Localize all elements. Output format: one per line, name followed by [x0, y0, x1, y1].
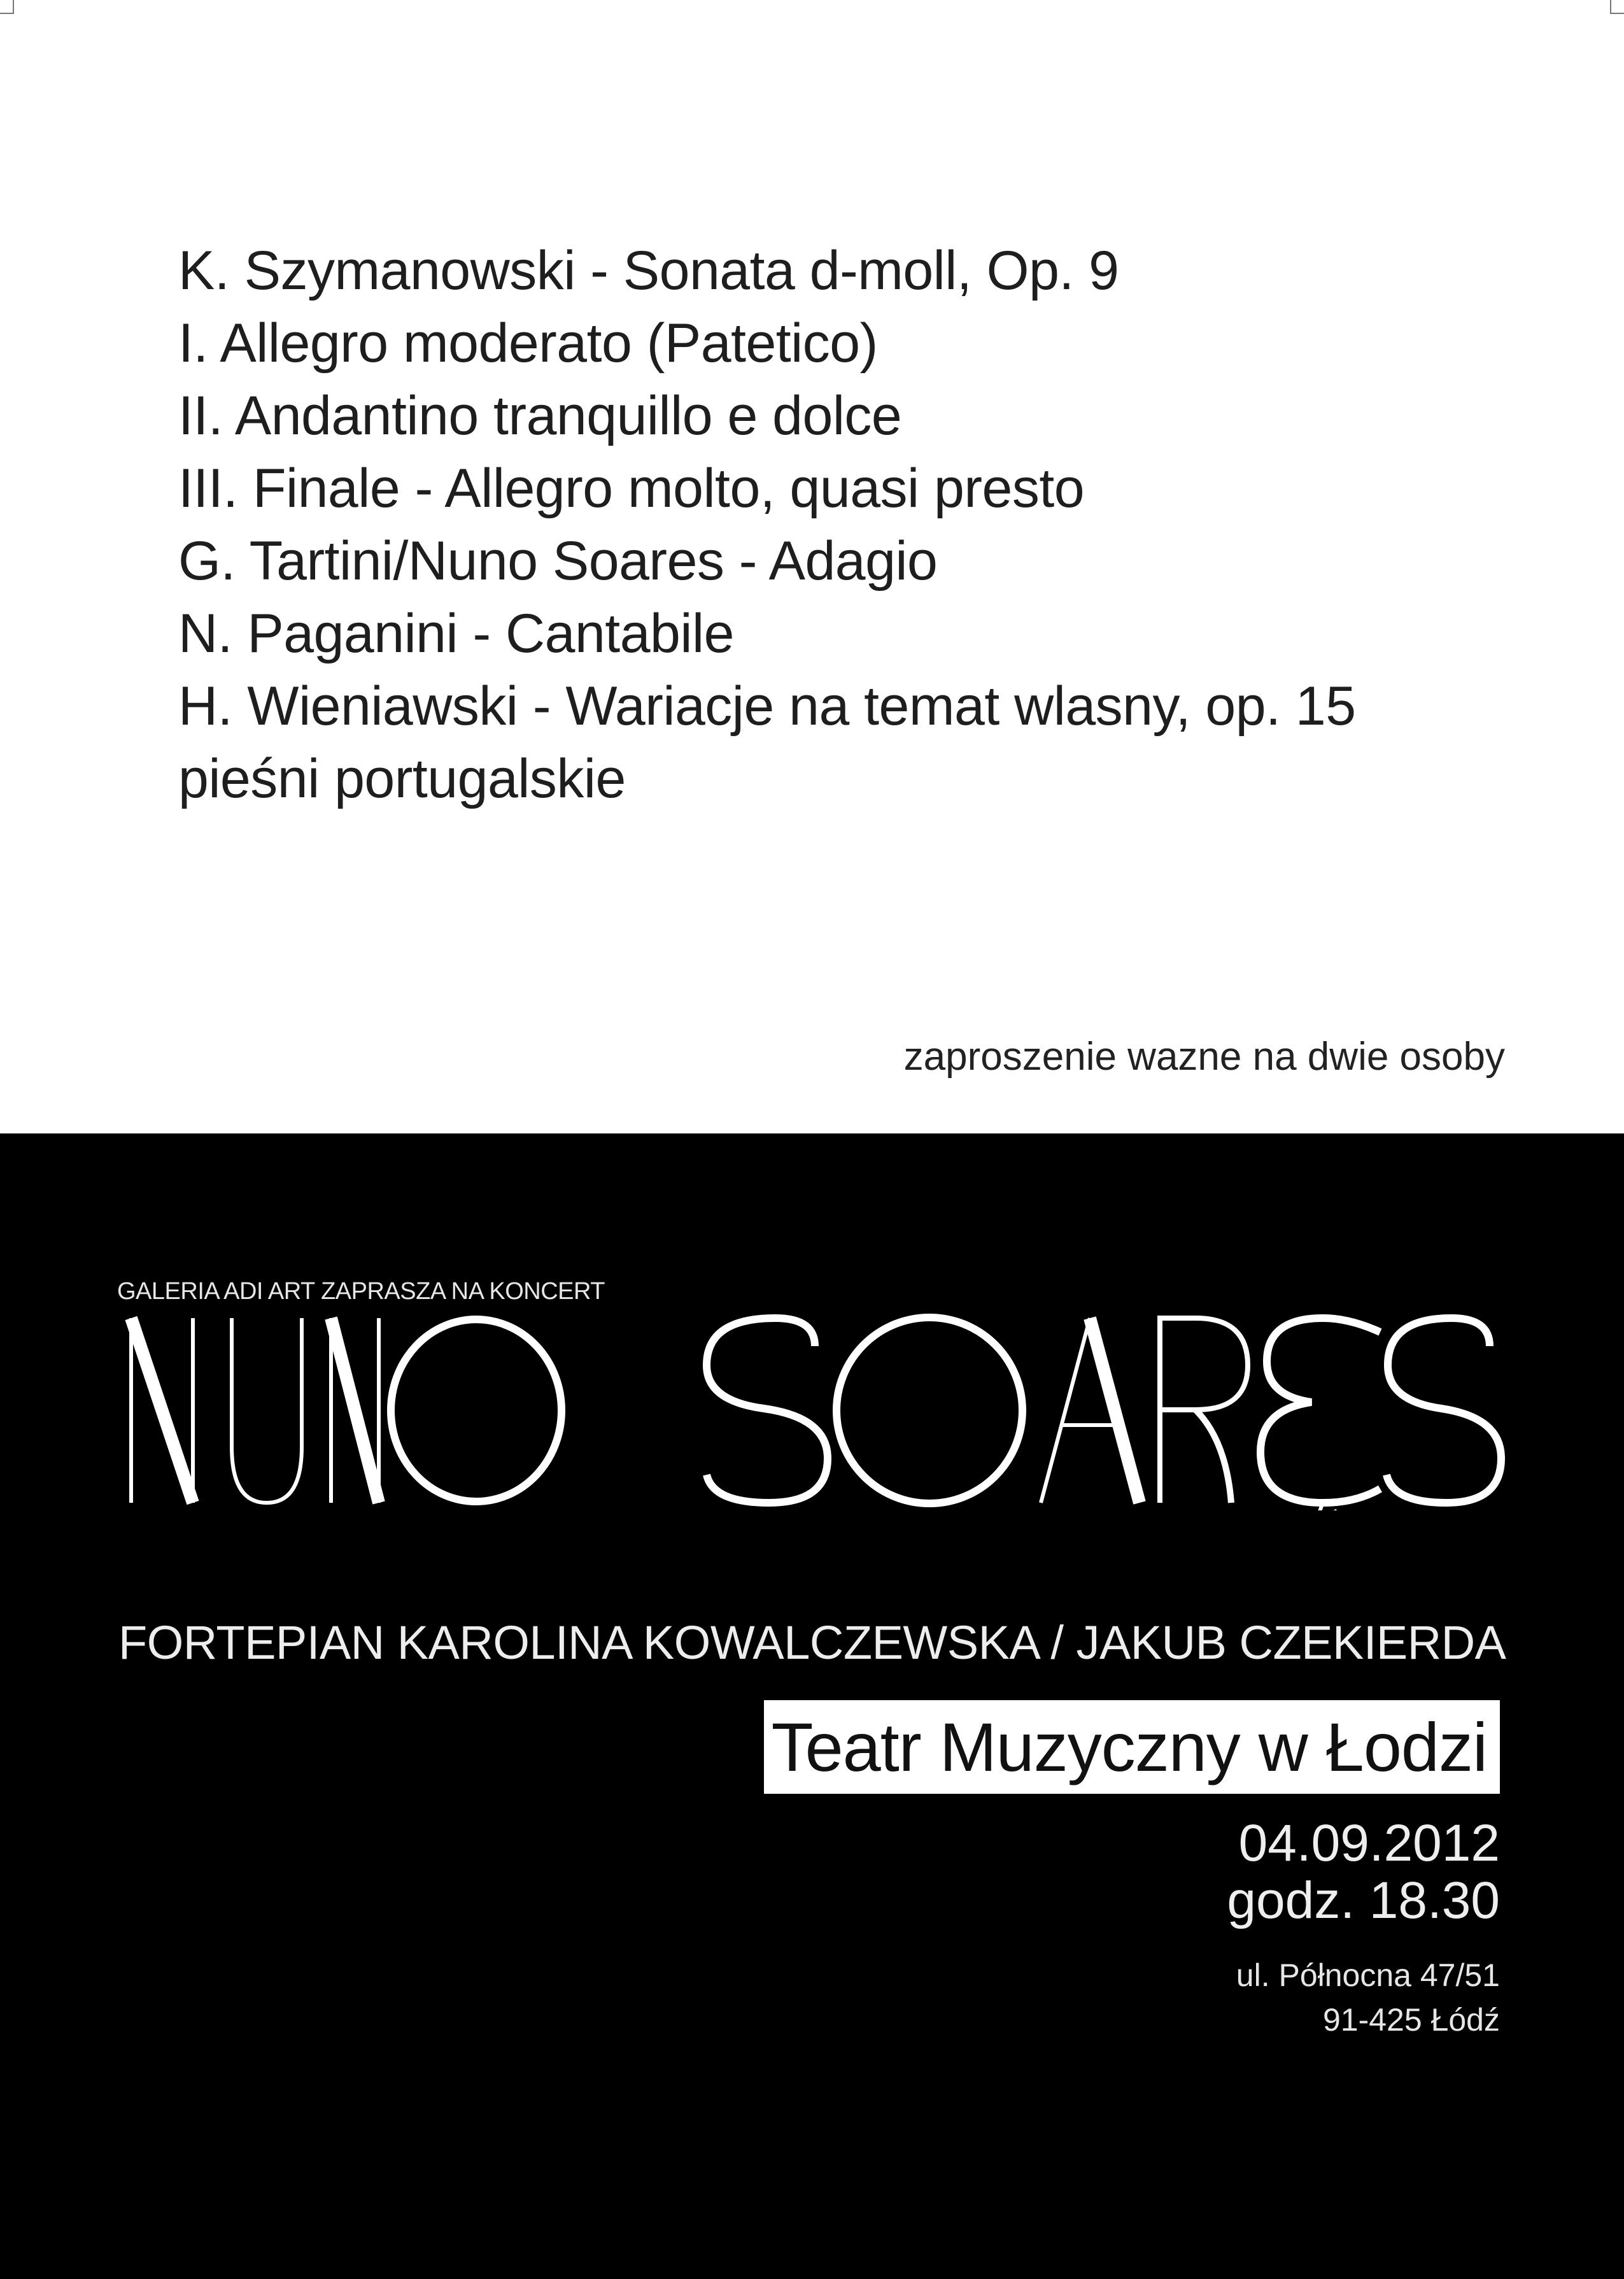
invitation-note: zaproszenie wazne na dwie osoby — [903, 1035, 1505, 1079]
event-date: 04.09.2012 — [1238, 1814, 1500, 1872]
letter-o-2 — [837, 1317, 1022, 1503]
program-item: N. Paganini - Cantabile — [178, 603, 734, 664]
event-time: godz. 18.30 — [1227, 1871, 1500, 1929]
letter-e — [1260, 1318, 1380, 1510]
artist-name-title — [0, 1300, 1624, 1510]
letter-n-2 — [331, 1318, 379, 1503]
letter-o-1 — [391, 1319, 561, 1502]
address-city: 91-425 Łódź — [1322, 2002, 1500, 2038]
program-item: K. Szymanowski - Sonata d-moll, Op. 9 — [178, 240, 1119, 301]
performers-line: FORTEPIAN KAROLINA KOWALCZEWSKA / JAKUB CZEKIERDA — [118, 1616, 1506, 1669]
presenter-line: GALERIA ADI ART ZAPRASZA NA KONCERT — [117, 1278, 605, 1305]
program-item: III. Finale - Allegro molto, quasi presto — [178, 458, 1085, 519]
letter-a — [1041, 1318, 1140, 1503]
letter-s-1 — [707, 1318, 828, 1503]
program-item: H. Wieniawski - Wariacje na temat wlasny, op. 15 — [178, 676, 1356, 737]
letter-n-1 — [131, 1318, 193, 1503]
letter-s-2 — [1387, 1318, 1501, 1503]
crop-mark-top-right — [1610, 0, 1624, 14]
venue-box — [764, 1700, 1500, 1794]
program-item: II. Andantino tranquillo e dolce — [178, 385, 902, 446]
program-item: I. Allegro moderato (Patetico) — [178, 313, 878, 374]
program-item: G. Tartini/Nuno Soares - Adagio — [178, 530, 938, 592]
poster-panel — [0, 1133, 1624, 2279]
address-street: ul. Północna 47/51 — [1236, 1957, 1500, 1993]
venue-name: Teatr Muzyczny w Łodzi — [771, 1708, 1487, 1786]
program-item: pieśni portugalskie — [178, 748, 626, 809]
letter-u — [232, 1318, 302, 1503]
crop-mark-top-left — [0, 0, 14, 14]
program-list — [178, 234, 1356, 815]
letter-r — [1160, 1318, 1248, 1503]
